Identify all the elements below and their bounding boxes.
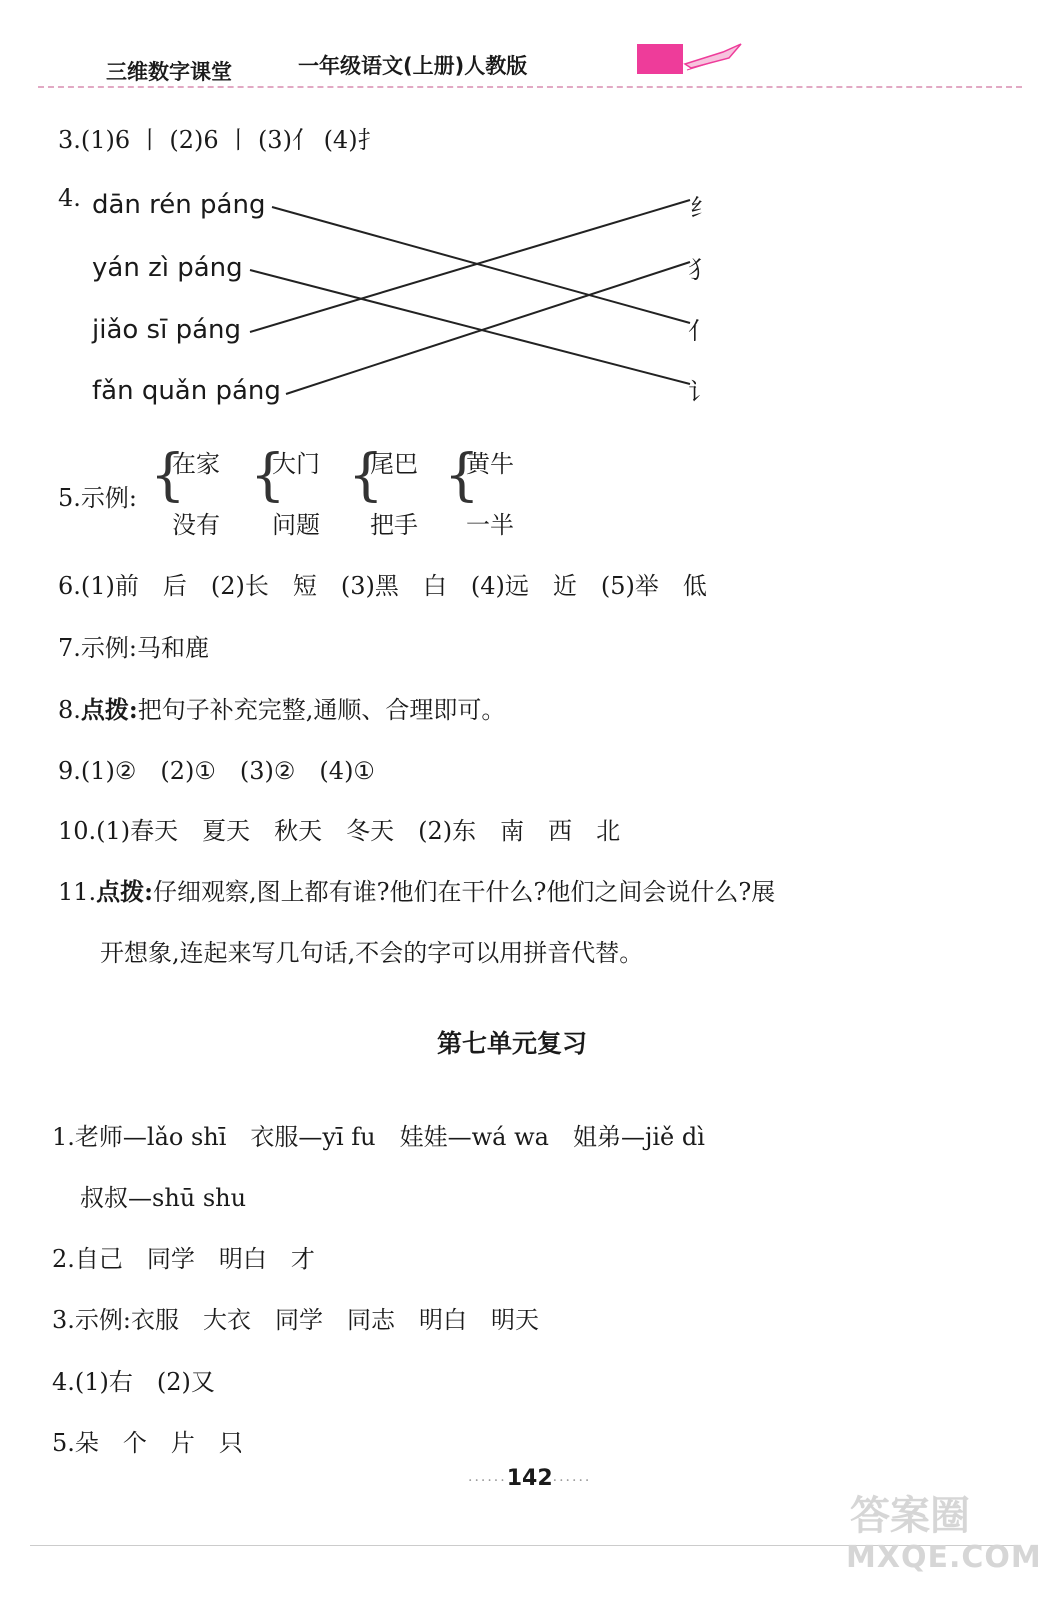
- q7-answer: 7.示例:马和鹿: [58, 634, 209, 662]
- section-title: 第七单元复习: [437, 1029, 588, 1058]
- q5-g0-bottom: 没有: [172, 511, 220, 539]
- q4-left-0: dān rén páng: [92, 190, 266, 220]
- q4-right-1: 犭: [688, 256, 712, 284]
- q4-match-line-1: [250, 270, 690, 384]
- watermark-url: MXQE.COM: [846, 1540, 1042, 1575]
- q5-label: 5.示例:: [58, 484, 137, 512]
- q4-match-lines: [0, 0, 1044, 460]
- q11-line1: 11.点拨:仔细观察,图上都有谁?他们在干什么?他们之间会说什么?展: [58, 877, 776, 906]
- q9-answer: 9.(1)② (2)① (3)② (4)①: [58, 757, 375, 785]
- q4-label: 4.: [58, 184, 81, 212]
- q5-brace-1: {: [250, 443, 286, 508]
- q4-match-line-3: [286, 262, 690, 394]
- q3-answer: 3.(1)6 丨 (2)6 丨 (3)亻 (4)扌: [58, 126, 382, 154]
- r4-answer: 4.(1)右 (2)又: [52, 1368, 215, 1396]
- q5-g2-top: 尾巴: [370, 450, 418, 478]
- q4-left-3: fǎn quǎn páng: [92, 376, 281, 406]
- q5-g2-bottom: 把手: [370, 511, 418, 539]
- q4-right-3: 讠: [688, 378, 712, 406]
- header-book-title: 一年级语文(上册)人教版: [298, 54, 528, 78]
- q5-g1-top: 大门: [272, 450, 320, 478]
- q4-left-2: jiǎo sī páng: [92, 315, 242, 345]
- q6-answer: 6.(1)前 后 (2)长 短 (3)黑 白 (4)远 近 (5)举 低: [58, 572, 707, 600]
- r1-line2: 叔叔—shū shu: [80, 1184, 247, 1212]
- page-number: ······142······: [468, 1466, 592, 1491]
- q5-brace-2: {: [348, 443, 384, 508]
- q5-brace-3: {: [444, 443, 480, 508]
- r2-answer: 2.自己 同学 明白 才: [52, 1245, 315, 1273]
- r1-line1: 1.老师—lǎo shī 衣服—yī fu 娃娃—wá wa 姐弟—jiě dì: [52, 1123, 705, 1151]
- q8-answer: 8.点拨:把句子补充完整,通顺、合理即可。: [58, 695, 506, 724]
- r5-answer: 5.朵 个 片 只: [52, 1429, 243, 1457]
- q10-answer: 10.(1)春天 夏天 秋天 冬天 (2)东 南 西 北: [58, 817, 621, 845]
- q5-g3-top: 黄牛: [466, 450, 514, 478]
- q5-g0-top: 在家: [172, 450, 220, 478]
- q4-right-0: 纟: [690, 194, 714, 222]
- q11-line2: 开想象,连起来写几句话,不会的字可以用拼音代替。: [100, 939, 644, 967]
- r3-answer: 3.示例:衣服 大衣 同学 同志 明白 明天: [52, 1306, 539, 1334]
- q5-g1-bottom: 问题: [272, 511, 320, 539]
- q5-g3-bottom: 一半: [466, 511, 514, 539]
- q4-left-1: yán zì páng: [92, 253, 243, 283]
- header-series-title: 三维数字课堂: [106, 60, 232, 84]
- q5-brace-0: {: [150, 443, 186, 508]
- watermark-logo: 答案圈: [850, 1493, 970, 1539]
- q4-right-2: 亻: [688, 317, 712, 345]
